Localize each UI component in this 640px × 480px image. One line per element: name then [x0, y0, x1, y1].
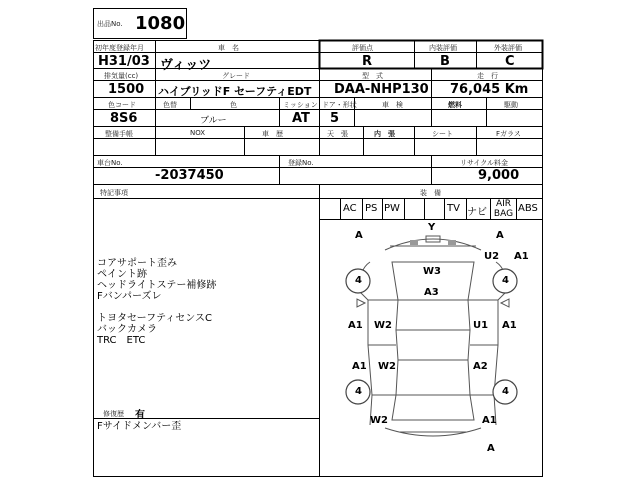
equip-airbag: AIR BAG — [493, 199, 514, 219]
model-label: 型 式 — [362, 72, 383, 80]
interior-rating-label: 内装評価 — [429, 44, 457, 52]
damage-code: W2 — [374, 320, 392, 331]
note-line: Fバンパーズレ — [97, 291, 162, 302]
inner-panel-label: 内 張 — [374, 130, 395, 138]
damage-code: A1 — [514, 251, 529, 262]
color-label: 色 — [230, 101, 237, 109]
roof-label: 天 張 — [327, 130, 348, 138]
score-value: R — [362, 54, 373, 69]
doors-label: ドア・形状 — [322, 101, 357, 109]
exterior-rating-label: 外装評価 — [494, 44, 522, 52]
chassis-number: -2037450 — [155, 168, 224, 183]
fuel-label: 燃料 — [448, 101, 462, 109]
chassis-label: 車台No. — [97, 159, 123, 167]
history-label: 車 歴 — [262, 130, 283, 138]
lot-label: 出品No. — [97, 20, 123, 28]
windshield-label: Fガラス — [496, 130, 521, 138]
color-value: ブルー — [200, 116, 227, 126]
note-line: トヨタセーフティセンスC — [97, 313, 212, 324]
color-change-label: 色替 — [163, 101, 177, 109]
damage-code: A — [487, 443, 495, 454]
recycle-label: リサイクル料金 — [460, 159, 509, 167]
drive-label: 駆動 — [504, 101, 518, 109]
damage-code: A1 — [502, 320, 517, 331]
damage-code: U2 — [484, 251, 500, 262]
damage-code: A — [355, 230, 363, 241]
car-name-label: 車 名 — [218, 44, 239, 52]
doors-value: 5 — [330, 111, 340, 126]
mission-label: ミッション — [283, 101, 318, 109]
score-label: 評価点 — [352, 44, 373, 52]
grade-value: ハイブリッドF セーフティEDT — [158, 85, 312, 98]
note-line: TRC ETC — [97, 335, 146, 346]
car-name: ヴィッツ — [160, 58, 212, 73]
damage-code: W2 — [370, 415, 388, 426]
mileage-label: 走 行 — [477, 72, 498, 80]
damage-code: A3 — [424, 287, 439, 298]
damage-code: 4 — [502, 275, 509, 286]
damage-code: 4 — [502, 386, 509, 397]
manual-label: 整備手帳 — [105, 130, 133, 138]
damage-code: W2 — [378, 361, 396, 372]
equip-ac: AC — [343, 203, 357, 214]
equip-tv: TV — [447, 203, 460, 214]
damage-code: A1 — [348, 320, 363, 331]
note-line: コアサポート歪み — [97, 258, 177, 269]
inspection-label: 車 検 — [382, 101, 403, 109]
color-code-value: 8S6 — [110, 111, 138, 126]
first-registration: H31/03 — [98, 54, 150, 69]
equipment-label: 装 備 — [420, 189, 441, 197]
equip-abs: ABS — [518, 203, 538, 214]
repair-value: 有 — [135, 410, 145, 421]
model-code: DAA-NHP130 — [334, 82, 429, 97]
damage-code: Y — [428, 222, 436, 233]
damage-code: U1 — [473, 320, 489, 331]
registration-label: 登録No. — [288, 159, 314, 167]
damage-code: 4 — [355, 386, 362, 397]
notes-label: 特記事項 — [100, 189, 128, 197]
mission-value: AT — [292, 111, 310, 126]
color-code-label: 色コード — [108, 101, 136, 109]
note-line: バックカメラ — [97, 324, 157, 335]
damage-code: A — [496, 230, 504, 241]
exterior-rating: C — [505, 54, 515, 69]
damage-code: 4 — [355, 275, 362, 286]
lot-number: 1080 — [135, 13, 186, 34]
year-label: 初年度登録年月 — [95, 44, 144, 52]
equip-pw: PW — [384, 203, 400, 214]
note-line: ペイント跡 — [97, 269, 147, 280]
equip-ps: PS — [365, 203, 378, 214]
equip-navi: ナビ — [467, 207, 487, 218]
grade-label: グレード — [222, 72, 250, 80]
mileage-value: 76,045 Km — [450, 82, 529, 97]
interior-rating: B — [440, 54, 450, 69]
displacement-value: 1500 — [108, 82, 145, 97]
damage-code: W3 — [423, 266, 441, 277]
damage-code: A1 — [482, 415, 497, 426]
nox-label: NOX — [190, 129, 206, 137]
displacement-label: 排気量(cc) — [104, 72, 139, 80]
repair-label: 修復歴 — [103, 410, 124, 418]
repair-detail: Fサイドメンバー歪 — [97, 421, 182, 432]
recycle-fee: 9,000 — [478, 168, 520, 183]
damage-code: A2 — [473, 361, 488, 372]
seat-label: シート — [432, 130, 453, 138]
damage-code: A1 — [352, 361, 367, 372]
note-line: ヘッドライトステー補修跡 — [97, 280, 217, 291]
